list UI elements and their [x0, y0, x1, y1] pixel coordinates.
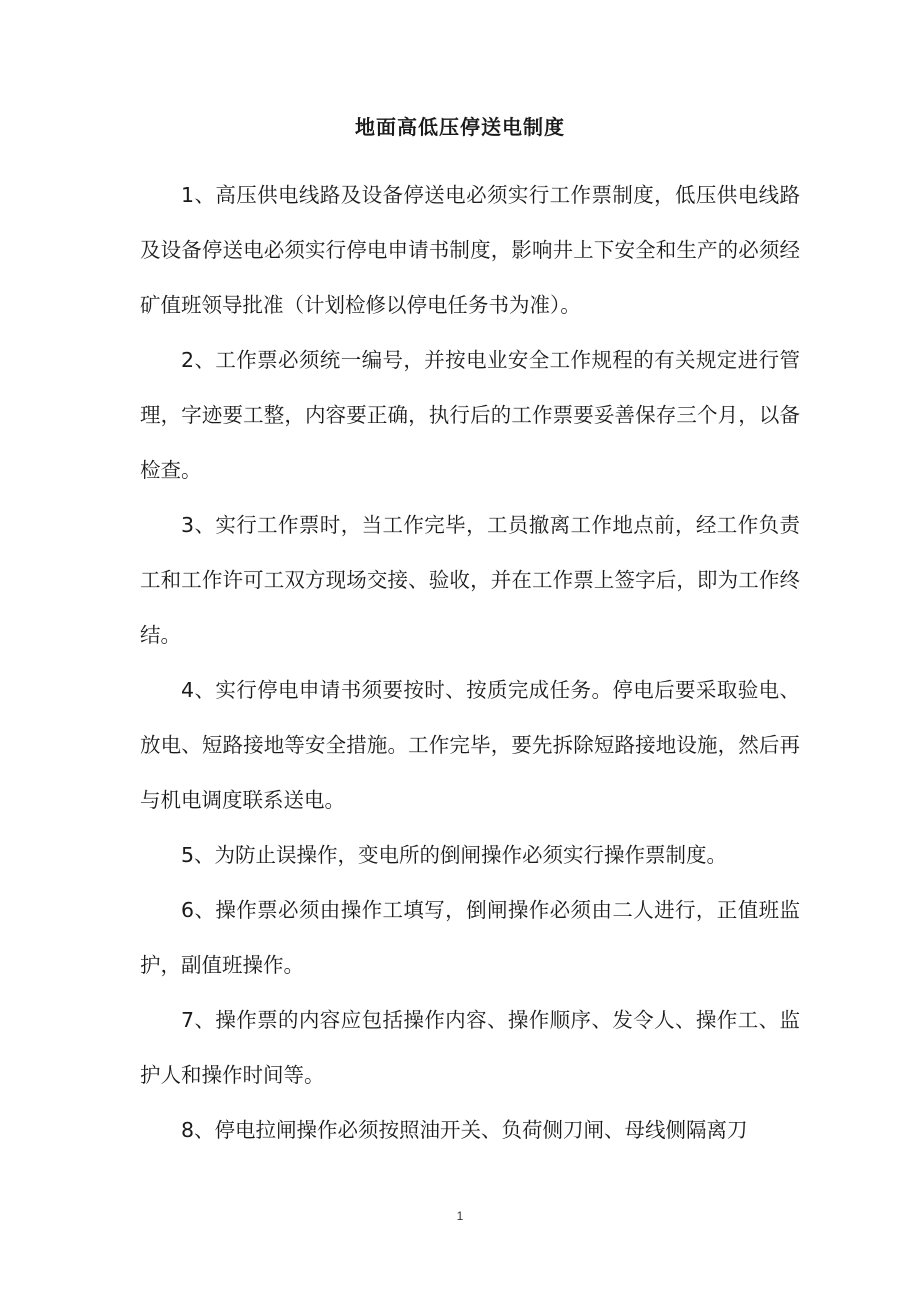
document-title: 地面高低压停送电制度 [355, 115, 565, 139]
paragraph-4: 4、实行停电申请书须要按时、按质完成任务。停电后要采取验电、放电、短路接地等安全措施。工作完毕，要先拆除短路接地设施，然后再与机电调度联系送电。 [140, 678, 800, 812]
document-body [140, 168, 800, 1158]
paragraph-8: 8、停电拉闸操作必须按照油开关、负荷侧刀闸、母线侧隔离刀 [181, 1118, 748, 1142]
paragraph-6: 6、操作票必须由操作工填写，倒闸操作必须由二人进行，正值班监护，副值班操作。 [140, 898, 800, 977]
paragraph-3: 3、实行工作票时，当工作完毕，工员撤离工作地点前，经工作负责工和工作许可工双方现场交接、验收，并在工作票上签字后，即为工作终结。 [140, 513, 800, 647]
paragraph-1: 1、高压供电线路及设备停送电必须实行工作票制度，低压供电线路及设备停送电必须实行停电申请书制度，影响井上下安全和生产的必须经矿值班领导批准（计划检修以停电任务书为准）。 [140, 183, 800, 317]
page-number: 1 [456, 1209, 464, 1223]
paragraph-2: 2、工作票必须统一编号，并按电业安全工作规程的有关规定进行管理，字迹要工整，内容要正确，执行后的工作票要妥善保存三个月，以备检查。 [140, 348, 800, 482]
paragraph-7: 7、操作票的内容应包括操作内容、操作顺序、发令人、操作工、监护人和操作时间等。 [140, 1008, 800, 1087]
paragraph-5: 5、为防止误操作，变电所的倒闸操作必须实行操作票制度。 [181, 843, 728, 867]
